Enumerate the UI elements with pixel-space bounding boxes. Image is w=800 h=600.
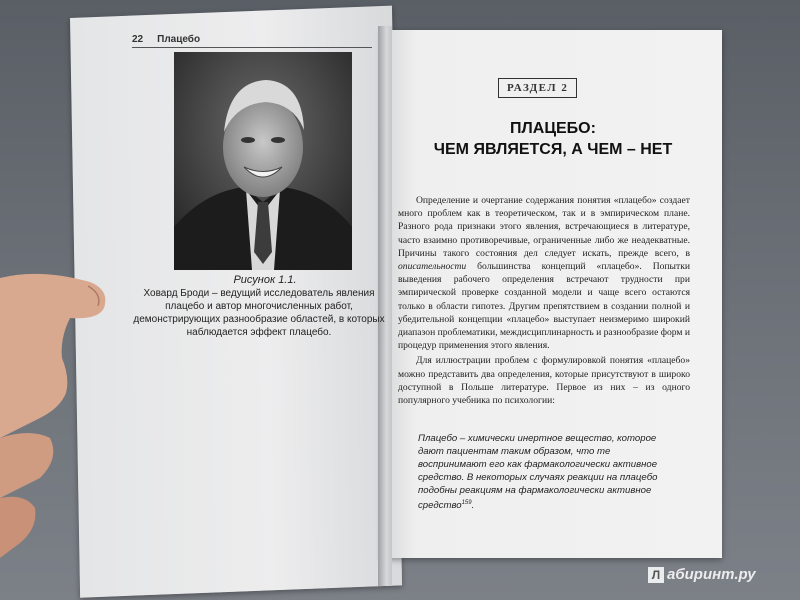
portrait-photo <box>174 52 352 270</box>
chapter-title <box>398 118 708 160</box>
block-quote: Плацебо – химически инертное вещество, которое дают пациентам таким образом, что те воспринимают его как фармакологически активное средство. В некоторых случаях реакции на плацебо подобны реакциям на фармакологически активное средство$^{159}$. <box>418 433 658 512</box>
portrait-illustration <box>174 52 352 270</box>
paragraph-1 <box>398 194 690 352</box>
quote-reference: 159 <box>461 500 472 506</box>
chapter-title-line1: ПЛАЦЕБО: <box>510 120 596 137</box>
figure-caption-body: Ховард Броди – ведущий исследователь явления плацебо и автор многочисленных работ, демонстрирующих разнообразие областей, в которых наблюдается эффект плацебо. <box>133 288 385 338</box>
running-head-title: Плацебо <box>157 34 201 45</box>
body-text <box>398 194 690 409</box>
figure-caption-title: Рисунок 1.1. <box>233 274 297 286</box>
paragraph-1-part-b: большинства концепций «плацебо». Попытки выведения рабочего определения встречают трудности при эмпирической проверке созданной модели и чаще всего остаются только в области гипотез. Другим препятствием в создании полной и убедительной концепции «плацебо» выступает неизмеримо широкий диапазон проблематики, междисциплинарность и разнообразие форм и процедур применения этого явления. <box>398 261 690 352</box>
hand-illustration <box>0 268 120 568</box>
page-number: 22 <box>132 34 144 45</box>
watermark-logo: Л <box>648 567 664 583</box>
chapter-title-line2: ЧЕМ ЯВЛЯЕТСЯ, А ЧЕМ – НЕТ <box>433 141 673 158</box>
running-head <box>132 34 372 48</box>
hand <box>0 268 120 568</box>
watermark <box>648 566 756 583</box>
paragraph-1-part-a: Определение и очертание содержания понятия «плацебо» создает много проблем как в теоретическом, так и в эмпирическом плане. Разного рода признаки этого явления, встречающиеся в литературе, часто взаимно противоречивые, ограниченные либо же неадекватные. Причины такого состояния дел следует искать, прежде всего, в <box>398 195 690 259</box>
section-label: РАЗДЕЛ 2 <box>498 78 577 98</box>
paragraph-1-emphasis: описательности <box>398 261 467 273</box>
quote-text: Плацебо – химически инертное вещество, которое дают пациентам таким образом, что те воспринимают его как фармакологически активное средство. В некоторых случаях реакции на плацебо подобны реакциям на фармакологически активное средство <box>418 433 658 512</box>
paragraph-2: Для иллюстрации проблем с формулировкой понятия «плацебо» можно представить два определения, которые присутствуют в широко доступной в Польше литературе. Первое из них – из одного популярного учебника по психологии: <box>398 355 690 407</box>
watermark-text: абиринт.ру <box>667 566 756 583</box>
